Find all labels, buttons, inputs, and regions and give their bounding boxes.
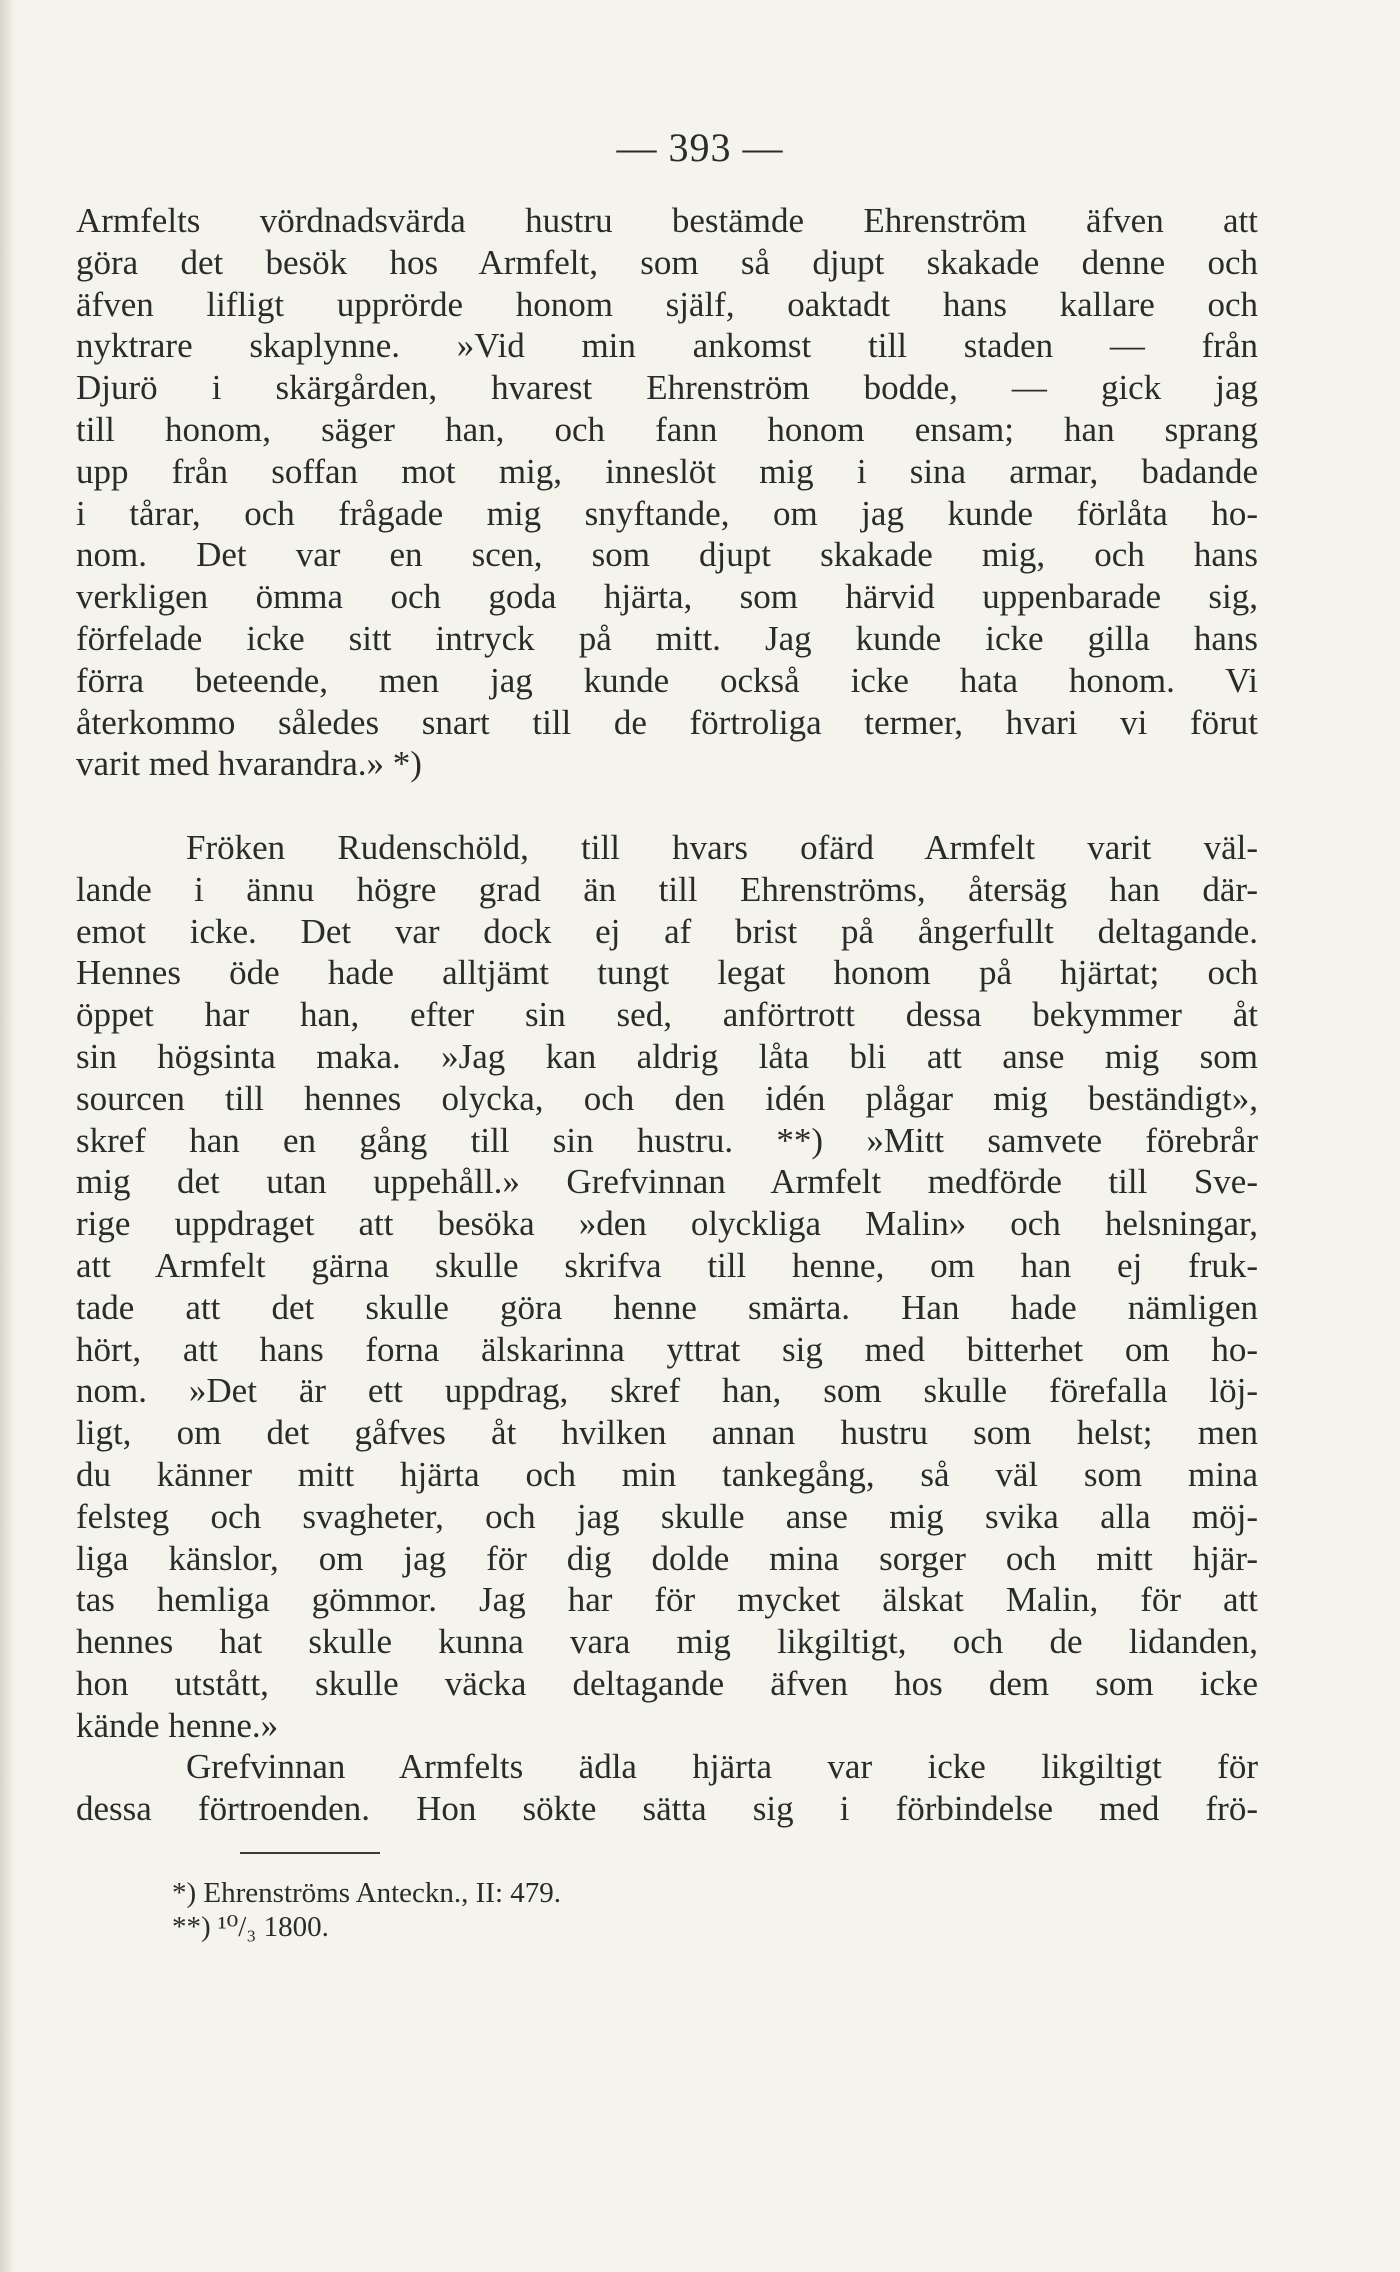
text-line: Hennes öde hade alltjämt tungt legat honom på hjärtat; och xyxy=(76,953,1258,993)
text-line: tas hemliga gömmor. Jag har för mycket älskat Malin, för att xyxy=(76,1580,1258,1620)
text-line: Djurö i skärgården, hvarest Ehrenström bodde, — gick jag xyxy=(76,368,1258,408)
text-line: att Armfelt gärna skulle skrifva till henne, om han ej fruk- xyxy=(76,1245,1258,1285)
text-line: Armfelts vördnadsvärda hustru bestämde Ehrenström äfven att xyxy=(76,201,1258,240)
text-line: äfven lifligt upprörde honom själf, oaktadt hans kallare och xyxy=(76,284,1258,324)
text-line: tade att det skulle göra henne smärta. Han hade nämligen xyxy=(76,1287,1258,1327)
text-line: verkligen ömma och goda hjärta, som härvid uppenbarade sig, xyxy=(76,577,1258,617)
footnotes xyxy=(172,1876,561,1944)
text-line: rige uppdraget att besöka »den olyckliga Malin» och helsningar, xyxy=(76,1204,1258,1244)
footnote-rule xyxy=(240,1852,380,1854)
footnote-text: Ehrenströms Anteckn., II: 479. xyxy=(203,1877,562,1909)
text-line: nom. Det var en scen, som djupt skakade mig, och hans xyxy=(76,535,1258,575)
text-line: skref han en gång till sin hustru. **) »Mitt samvete förebrår xyxy=(76,1120,1258,1160)
text-line: mig det utan uppehåll.» Grefvinnan Armfelt medförde till Sve- xyxy=(76,1162,1258,1202)
paragraph-1 xyxy=(76,200,1258,785)
text-line: till honom, säger han, och fann honom ensam; han sprang xyxy=(76,409,1258,449)
body-text xyxy=(76,200,1258,1830)
footnote-2 xyxy=(172,1910,561,1944)
paragraph-3 xyxy=(76,1746,1258,1830)
text-line: kände henne.» xyxy=(76,1705,279,1745)
text-line: sin högsinta maka. »Jag kan aldrig låta bli att anse mig som xyxy=(76,1036,1258,1076)
text-line: sourcen till hennes olycka, och den idén plågar mig beständigt», xyxy=(76,1078,1258,1118)
text-line: lande i ännu högre grad än till Ehrenströms, återsäg han där- xyxy=(76,869,1258,909)
footnote-marker: *) xyxy=(172,1877,197,1909)
page-number: — 393 — xyxy=(616,125,784,170)
text-line: hört, att hans forna älskarinna yttrat sig med bitterhet om ho- xyxy=(76,1329,1258,1369)
text-line: i tårar, och frågade mig snyftande, om jag kunde förlåta ho- xyxy=(76,493,1258,533)
footnote-marker: **) xyxy=(172,1911,211,1943)
text-line: varit med hvarandra.» *) xyxy=(76,744,422,784)
text-line: ligt, om det gåfves åt hvilken annan hustru som helst; men xyxy=(76,1413,1258,1453)
text-line: dessa förtroenden. Hon sökte sätta sig i förbindelse med frö- xyxy=(76,1789,1258,1829)
text-line: du känner mitt hjärta och min tankegång, så väl som mina xyxy=(76,1454,1258,1494)
text-line: upp från soffan mot mig, inneslöt mig i sina armar, badande xyxy=(76,451,1258,491)
text-line: hon utstått, skulle väcka deltagande äfven hos dem som icke xyxy=(76,1663,1258,1703)
text-line: liga känslor, om jag för dig dolde mina sorger och mitt hjär- xyxy=(76,1538,1258,1578)
page-gutter-shadow xyxy=(0,0,14,2272)
text-line: förra beteende, men jag kunde också icke hata honom. Vi xyxy=(76,660,1258,700)
footnote-1 xyxy=(172,1876,561,1910)
text-line: Fröken Rudenschöld, till hvars ofärd Armfelt varit väl- xyxy=(186,827,1258,867)
footnote-text: ¹⁰/₃ 1800. xyxy=(217,1911,329,1943)
text-line: felsteg och svagheter, och jag skulle anse mig svika alla möj- xyxy=(76,1496,1258,1536)
text-line: nom. »Det är ett uppdrag, skref han, som skulle förefalla löj- xyxy=(76,1371,1258,1411)
text-line: göra det besök hos Armfelt, som så djupt skakade denne och xyxy=(76,242,1258,282)
text-line: förfelade icke sitt intryck på mitt. Jag kunde icke gilla hans xyxy=(76,618,1258,658)
text-line: återkommo således snart till de förtroliga termer, hvari vi förut xyxy=(76,702,1258,742)
text-line: öppet har han, efter sin sed, anförtrott dessa bekymmer åt xyxy=(76,995,1258,1035)
text-line: Grefvinnan Armfelts ädla hjärta var icke likgiltigt för xyxy=(186,1747,1258,1787)
text-line: hennes hat skulle kunna vara mig likgiltigt, och de lidanden, xyxy=(76,1622,1258,1662)
paragraph-2 xyxy=(76,827,1258,1747)
text-line: nyktrare skaplynne. »Vid min ankomst till staden — från xyxy=(76,326,1258,366)
text-line: emot icke. Det var dock ej af brist på ångerfullt deltagande. xyxy=(76,911,1258,951)
paragraph-gap xyxy=(76,785,1258,827)
